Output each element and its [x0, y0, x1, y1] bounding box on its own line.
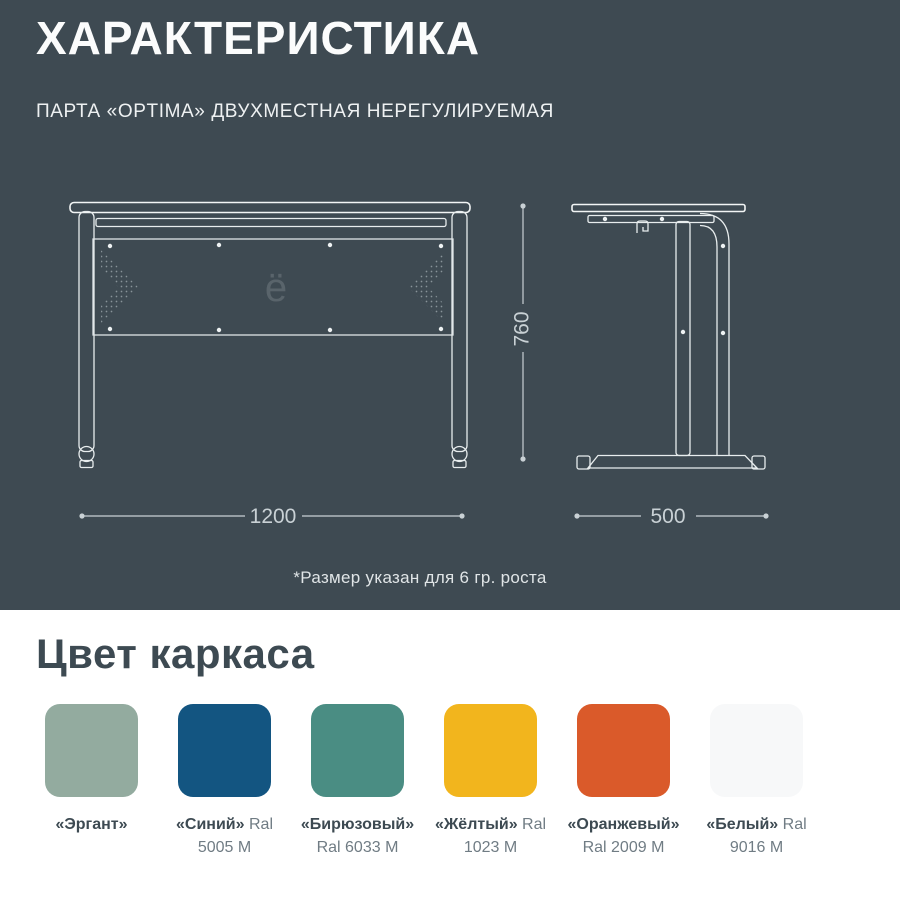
front-left-foot	[79, 447, 94, 462]
swatch-name: «Белый»	[706, 816, 779, 833]
swatch-item-oranzheviy	[559, 704, 688, 859]
swatch-label	[293, 813, 422, 859]
side-front-leg	[676, 222, 690, 456]
swatch-ral-code: Ral 1023 M	[463, 816, 547, 857]
swatch-ral-code: Ral 5005 M	[197, 816, 273, 857]
swatch-label	[692, 813, 821, 859]
front-left-leg	[79, 212, 94, 452]
swatch-name: «Жёлтый»	[434, 816, 518, 833]
front-tabletop	[70, 203, 470, 213]
front-right-leg	[452, 212, 467, 452]
swatch-row	[0, 704, 900, 859]
swatch-label	[426, 813, 555, 859]
color-swatch-biryuzoviy[interactable]	[311, 704, 404, 797]
height-dimension-label: 760	[510, 311, 534, 347]
size-note: *Размер указан для 6 гр. роста	[293, 568, 547, 587]
swatch-label	[559, 813, 688, 859]
swatch-item-ergant	[27, 704, 156, 859]
page-title: ХАРАКТЕРИСТИКА	[36, 12, 481, 64]
color-swatch-oranzheviy[interactable]	[577, 704, 670, 797]
front-rail	[96, 219, 446, 227]
side-tabletop	[572, 205, 745, 212]
swatch-name: «Бирюзовый»	[300, 816, 415, 833]
swatch-ral-code: Ral 9016 M	[729, 816, 807, 857]
width-dimension-label: 1200	[249, 505, 297, 528]
front-view-drawing	[70, 203, 470, 468]
page-subtitle: ПАРТА «OPTIMA» ДВУХМЕСТНАЯ НЕРЕГУЛИРУЕМАЯ	[36, 100, 554, 122]
side-base	[588, 456, 757, 469]
height-dimension	[511, 203, 534, 461]
swatch-item-zheltiy	[426, 704, 555, 859]
front-right-foot	[452, 447, 467, 462]
side-rear-leg-outer	[700, 214, 729, 456]
swatch-item-siniy	[160, 704, 289, 859]
swatch-item-biryuzoviy	[293, 704, 422, 859]
swatch-name: «Оранжевый»	[567, 816, 680, 833]
swatch-label	[27, 813, 156, 836]
header	[36, 12, 554, 123]
color-swatch-zheltiy[interactable]	[444, 704, 537, 797]
swatch-item-beliy	[692, 704, 821, 859]
color-swatch-beliy[interactable]	[710, 704, 803, 797]
swatch-name: «Синий»	[176, 816, 245, 833]
color-swatch-ergant[interactable]	[45, 704, 138, 797]
swatch-name: «Эргант»	[55, 816, 128, 833]
brand-logo-glyph: ё	[264, 266, 288, 310]
side-view-drawing	[572, 205, 765, 470]
width-dimension	[79, 505, 464, 528]
frame-color-title: Цвет каркаса	[36, 630, 315, 677]
swatch-label	[160, 813, 289, 859]
depth-dimension-label: 500	[650, 505, 686, 528]
side-rear-leg-inner	[700, 226, 717, 456]
swatch-ral-code: Ral 2009 M	[582, 839, 665, 857]
depth-dimension	[574, 505, 768, 528]
frame-color-section	[0, 610, 900, 900]
color-swatch-siniy[interactable]	[178, 704, 271, 797]
side-screws	[603, 217, 725, 335]
swatch-ral-code: Ral 6033 M	[316, 839, 399, 857]
